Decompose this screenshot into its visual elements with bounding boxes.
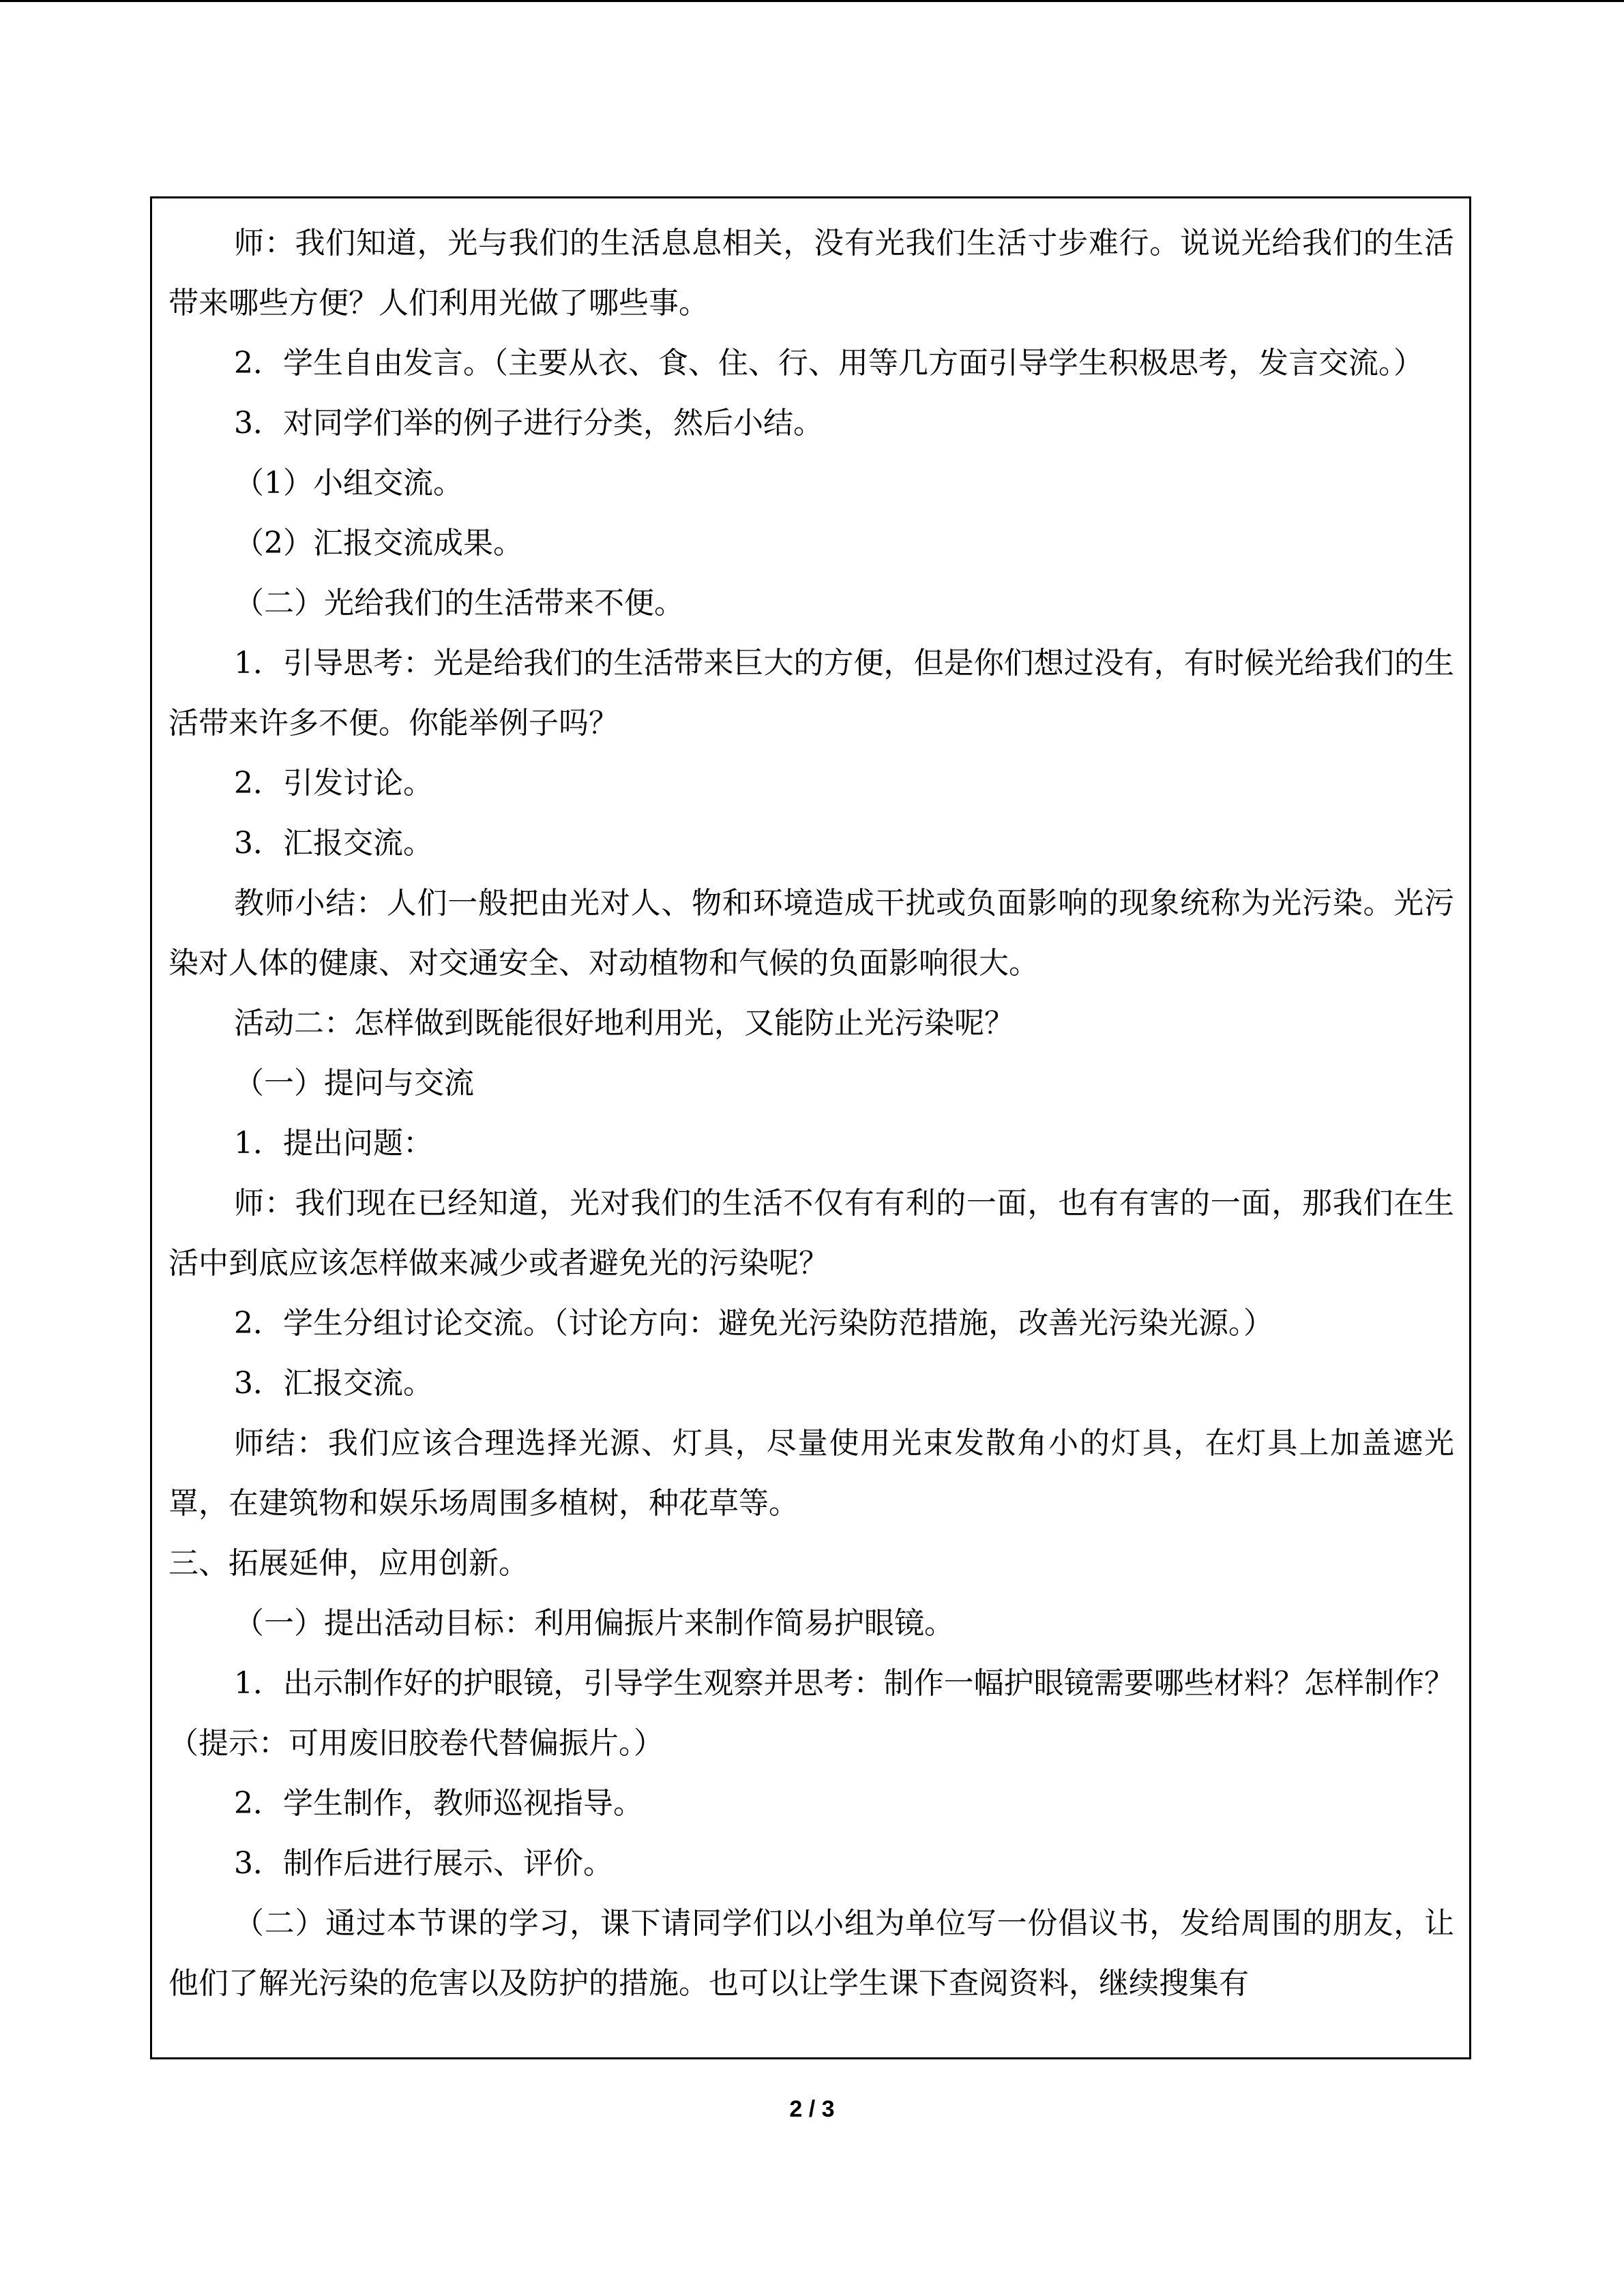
paragraph: 1．出示制作好的护眼镜，引导学生观察并思考：制作一幅护眼镜需要哪些材料？怎样制作？（提示：可用废旧胶卷代替偏振片。） [168,1666,1454,1761]
top-border-line [0,0,1624,2]
paragraph: 2．学生制作，教师巡视指导。 [234,1786,643,1821]
paragraph: 1．引导思考：光是给我们的生活带来巨大的方便，但是你们想过没有，有时候光给我们的生活带来许多不便。你能举例子吗？ [168,646,1454,741]
paragraph: 2．引发讨论。 [234,766,433,801]
paragraph: 3．汇报交流。 [234,826,433,861]
lesson-plan-table-cell [150,196,1471,2059]
paragraph: （一）提问与交流 [234,1066,474,1101]
paragraph: 3．制作后进行展示、评价。 [234,1846,613,1881]
paragraph: 活动二：怎样做到既能很好地利用光，又能防止光污染呢？ [234,1006,1014,1041]
paragraph: （一）提出活动目标：利用偏振片来制作简易护眼镜。 [234,1606,954,1641]
paragraph: 教师小结：人们一般把由光对人、物和环境造成干扰或负面影响的现象统称为光污染。光污染对人体的健康、对交通安全、对动植物和气候的负面影响很大。 [168,886,1454,981]
paragraph: 3．对同学们举的例子进行分类，然后小结。 [234,406,823,441]
paragraph: （二）光给我们的生活带来不便。 [234,586,684,621]
paragraph: 2．学生分组讨论交流。（讨论方向：避免光污染防范措施，改善光污染光源。） [234,1306,1273,1341]
section-heading: 三、拓展延伸，应用创新。 [168,1546,529,1581]
paragraph: （1）小组交流。 [234,466,463,501]
paragraph: （二）通过本节课的学习，课下请同学们以小组为单位写一份倡议书，发给周围的朋友，让他们了解光污染的危害以及防护的措施。也可以让学生课下查阅资料，继续搜集有 [168,1906,1454,2001]
page-number: 2 / 3 [789,2096,835,2122]
paragraph: 3．汇报交流。 [234,1366,433,1401]
paragraph: 1．提出问题： [234,1126,433,1161]
paragraph: （2）汇报交流成果。 [234,526,523,561]
paragraph: 2．学生自由发言。（主要从衣、食、住、行、用等几方面引导学生积极思考，发言交流。） [234,346,1423,381]
paragraph: 师：我们现在已经知道，光对我们的生活不仅有有利的一面，也有有害的一面，那我们在生活中到底应该怎样做来减少或者避免光的污染呢？ [168,1186,1454,1281]
lesson-text-body [168,213,1454,2014]
paragraph: 师：我们知道，光与我们的生活息息相关，没有光我们生活寸步难行。说说光给我们的生活带来哪些方便？人们利用光做了哪些事。 [168,226,1454,320]
paragraph: 师结：我们应该合理选择光源、灯具，尽量使用光束发散角小的灯具，在灯具上加盖遮光罩，在建筑物和娱乐场周围多植树，种花草等。 [168,1426,1454,1521]
